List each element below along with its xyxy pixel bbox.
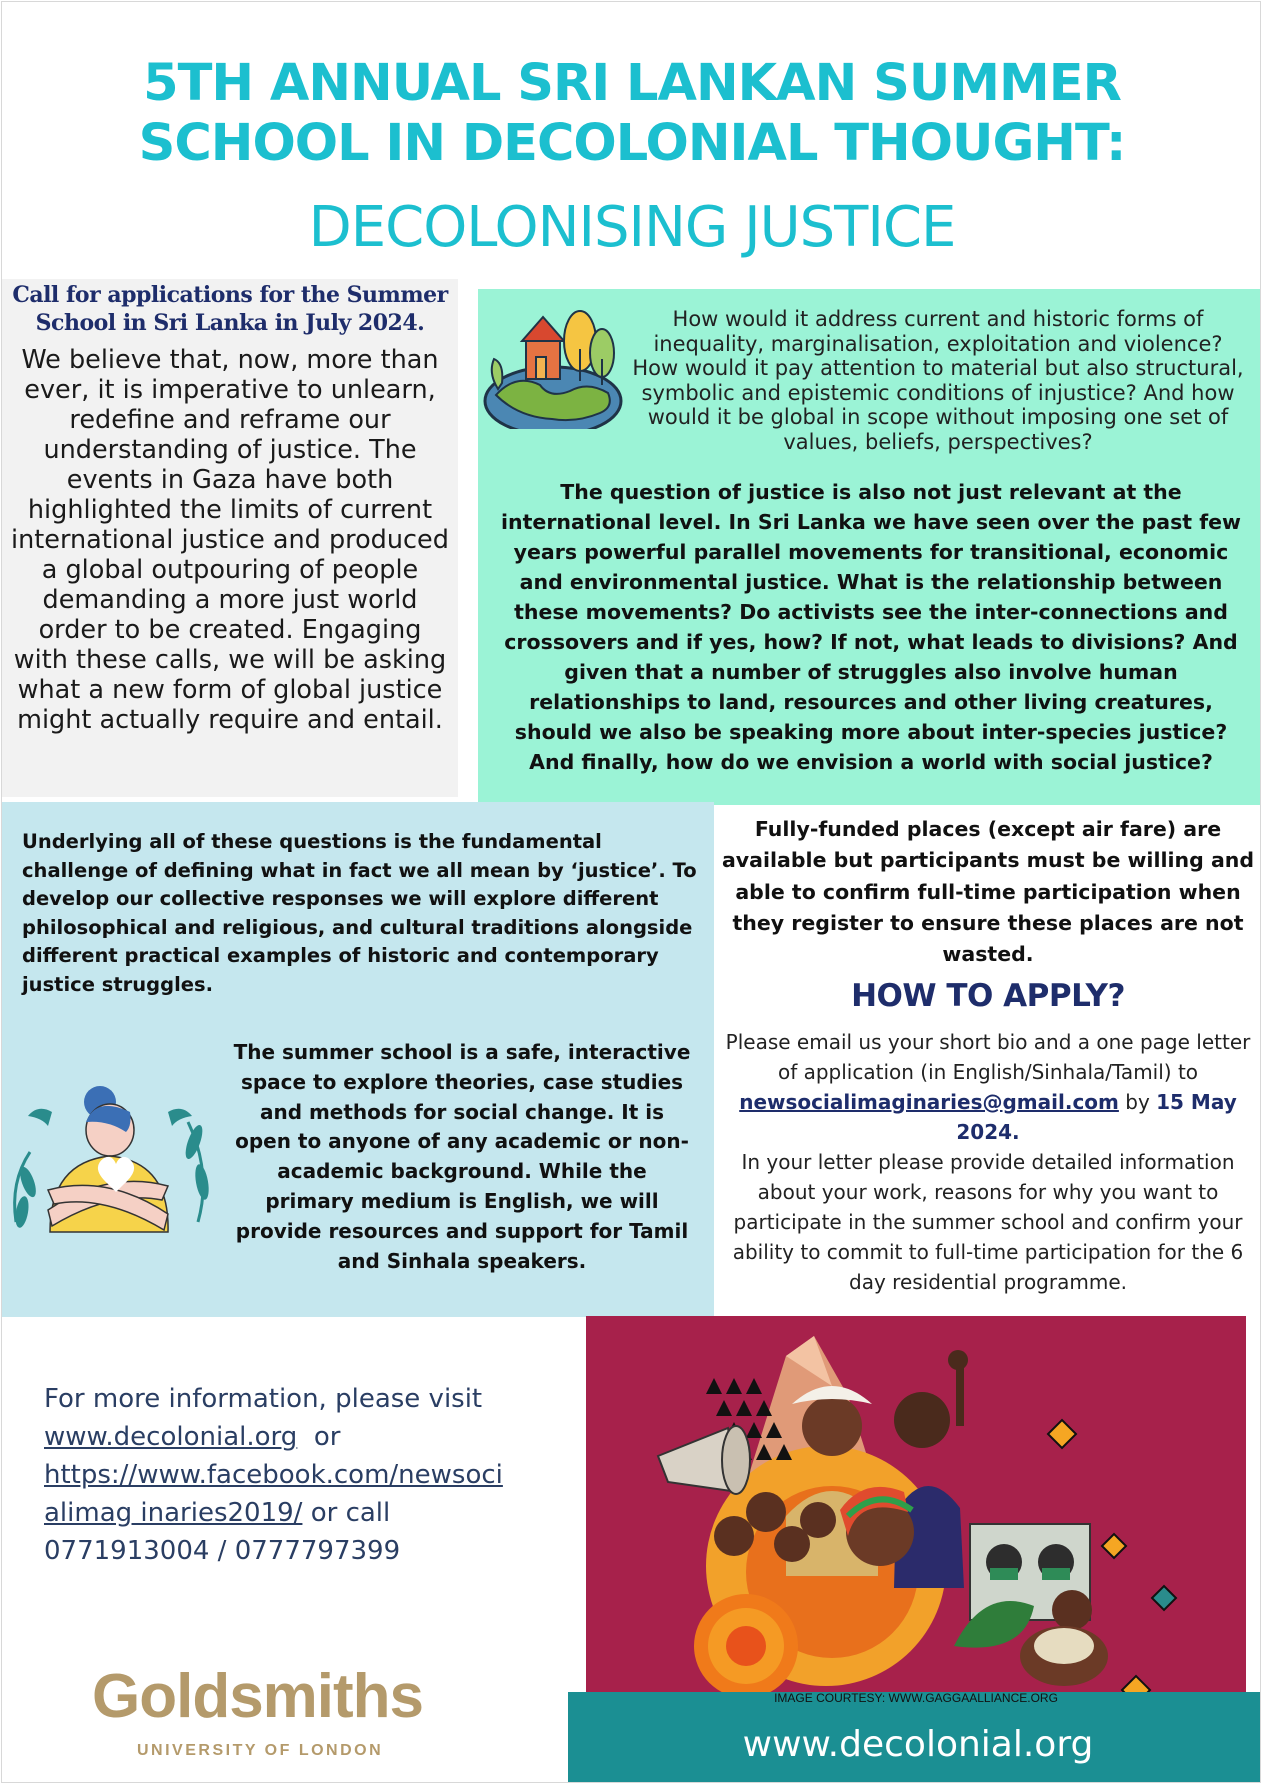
application-deadline: 15 May 2024. [956, 1090, 1237, 1144]
info-call: or call [310, 1498, 391, 1528]
apply-details: In your letter please provide detailed information about your work, reasons for why you want to participate in the summer school and confirm your ability to commit to full-time participation for the 6 day residential programme. [732, 1150, 1244, 1294]
goldsmiths-logo: Goldsmiths [92, 1662, 424, 1731]
footer-website-link[interactable]: www.decolonial.org [742, 1724, 1094, 1765]
application-instructions [714, 1027, 1261, 1297]
goldsmiths-logo-subtitle: UNIVERSITY OF LONDON [137, 1742, 384, 1759]
call-for-applications-box [2, 279, 458, 797]
page-subtitle: DECOLONISING JUSTICE [308, 195, 956, 260]
phone-numbers: 0771913004 / 0777797399 [44, 1536, 401, 1566]
how-to-apply-heading: HOW TO APPLY? [851, 978, 1125, 1014]
application-email-link[interactable]: newsocialimaginaries@gmail.com [739, 1090, 1119, 1114]
program-description-box [2, 802, 714, 1317]
apply-intro: Please email us your short bio and a one page letter of application (in English/Sinhala/Tamil) to [725, 1030, 1251, 1084]
defining-justice-text: Underlying all of these questions is the fundamental challenge of defining what in fact we all mean by ‘justice’. To develop our collective responses we will explore different philosophical and religious, and cultural traditions alongside different practical examples of historic and contemporary justice struggles. [22, 830, 697, 996]
justice-questions-sri-lanka: The question of justice is also not just relevant at the international level. In Sri Lanka we have seen over the past few years powerful parallel movements for transitional, economic and environmental justice. What is the relationship between these movements? Do activists see the inter-connections and crossovers and if yes, how? If not, what leads to divisions? And given that a number of struggles also involve human relationships to land, resources and other living creatures, should we also be speaking more about inter-species justice? And finally, how do we envision a world with social justice? [501, 480, 1241, 774]
page-title [2, 54, 1261, 174]
info-or: or [313, 1422, 341, 1452]
info-intro: For more information, please visit [44, 1384, 483, 1414]
more-information [44, 1380, 534, 1570]
title-line-1: 5TH ANNUAL SRI LANKAN SUMMER [143, 54, 1121, 113]
facebook-link-line-2[interactable]: alimag inaries2019/ [44, 1498, 303, 1528]
website-link[interactable]: www.decolonial.org [44, 1422, 298, 1452]
title-line-2: SCHOOL IN DECOLONIAL THOUGHT: [138, 114, 1126, 173]
facebook-link-line-1[interactable]: https://www.facebook.com/newsoci [44, 1460, 503, 1490]
questions-box [478, 289, 1261, 805]
safe-space-text: The summer school is a safe, interactive space to explore theories, case studies and methods for social change. It is open to anyone of any academic or non-academic background. While the primary medium is English, we will provide resources and support for Tamil and Sinhala speakers. [233, 1040, 691, 1273]
image-credit: IMAGE COURTESY: WWW.GAGGAALLIANCE.ORG [774, 1691, 1058, 1705]
justice-questions-intro: How would it address current and historic forms of inequality, marginalisation, exploitation and violence? How would it pay attention to material but also structural, symbolic and epistemic conditions of injustice? And how would it be global in scope without imposing one set of values, beliefs, perspectives? [632, 307, 1244, 454]
call-body: We believe that, now, more than ever, it is imperative to unlearn, redefine and reframe our understanding of justice. The events in Gaza have both highlighted the limits of current international justice and produced a global outpouring of people demanding a more just world order to be created. Engaging with these calls, we will be asking what a new form of global justice might actually require and entail. [11, 345, 449, 735]
globe-village-icon [478, 309, 628, 429]
justice-collage-image [586, 1316, 1246, 1696]
flyer-page [1, 1, 1261, 1783]
call-heading: Call for applications for the Summer School in Sri Lanka in July 2024. [12, 282, 448, 336]
funding-notice: Fully-funded places (except air fare) are available but participants must be willing and able to confirm full-time participation when they register to ensure these places are not wasted. [721, 817, 1255, 967]
apply-by: by [1125, 1090, 1150, 1114]
person-hugging-heart-icon [8, 1072, 218, 1252]
